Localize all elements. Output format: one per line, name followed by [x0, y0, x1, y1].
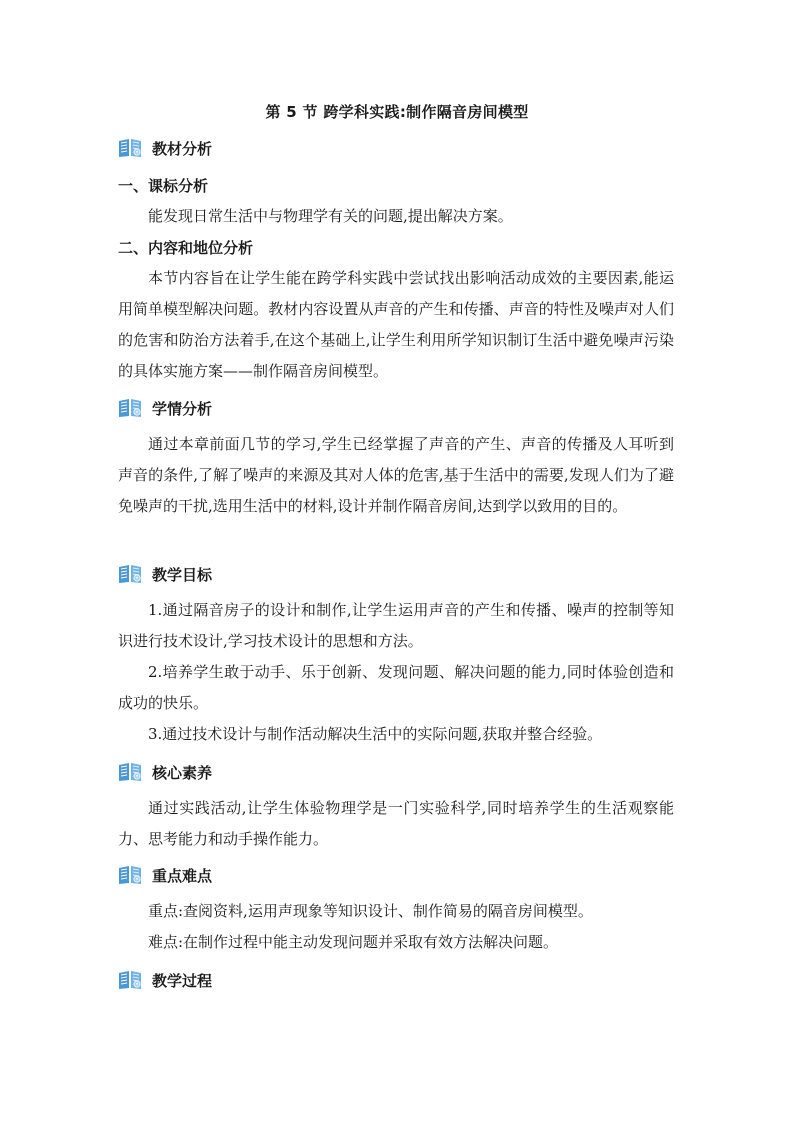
- paragraph-goal-1: 1.通过隔音房子的设计和制作,让学生运用声音的产生和传播、噪声的控制等知识进行技术设计,学习技术设计的思想和方法。: [118, 601, 674, 650]
- paragraph-content: 本节内容旨在让学生能在跨学科实践中尝试找出影响活动成效的主要因素,能运用简单模型解决问题。教材内容设置从声音的产生和传播、声音的特性及噪声对人们的危害和防治方法着手,在这个基础上,让学生利用所学知识制订生活中避免噪声污染的具体实施方案——制作隔音房间模型。: [118, 269, 674, 380]
- section-label: 教材分析: [152, 139, 213, 158]
- paragraph-goal-2: 2.培养学生敢于动手、乐于创新、发现问题、解决问题的能力,同时体验创造和成功的快乐。: [118, 663, 674, 712]
- section-label: 重点难点: [152, 866, 213, 885]
- paragraph-key-point: 重点:查阅资料,运用声现象等知识设计、制作简易的隔音房间模型。: [148, 902, 593, 920]
- subheading-content-analysis: 二、内容和地位分析: [118, 239, 254, 257]
- section-heading-student-analysis: [118, 397, 212, 419]
- paragraph-difficulty: 难点:在制作过程中能主动发现问题并采取有效方法解决问题。: [148, 933, 559, 951]
- book-icon: [118, 762, 142, 782]
- section-heading-teaching-goals: [118, 563, 212, 585]
- book-icon: [118, 564, 142, 584]
- section-heading-teaching-process: [118, 969, 212, 991]
- section-heading-key-difficult: [118, 864, 212, 886]
- book-icon: [118, 865, 142, 885]
- book-icon: [118, 970, 142, 990]
- section-heading-textbook-analysis: [118, 137, 212, 159]
- book-icon: [118, 398, 142, 418]
- section-label: 教学过程: [152, 971, 213, 990]
- subheading-curriculum-analysis: 一、课标分析: [118, 177, 209, 195]
- section-label: 教学目标: [152, 565, 213, 584]
- paragraph-literacy: 通过实践活动,让学生体验物理学是一门实验科学,同时培养学生的生活观察能力、思考能力和动手操作能力。: [118, 799, 674, 848]
- paragraph-goal-3: 3.通过技术设计与制作活动解决生活中的实际问题,获取并整合经验。: [148, 725, 603, 743]
- section-label: 学情分析: [152, 399, 213, 418]
- section-heading-core-literacy: [118, 761, 212, 783]
- book-icon: [118, 138, 142, 158]
- page-title: 第 5 节 跨学科实践:制作隔音房间模型: [265, 103, 529, 121]
- paragraph-curriculum: 能发现日常生活中与物理学有关的问题,提出解决方案。: [148, 207, 513, 225]
- paragraph-students: 通过本章前面几节的学习,学生已经掌握了声音的产生、声音的传播及人耳听到声音的条件,了解了噪声的来源及其对人体的危害,基于生活中的需要,发现人们为了避免噪声的干扰,选用生活中的材料,设计并制作隔音房间,达到学以致用的目的。: [118, 435, 674, 515]
- section-label: 核心素养: [152, 763, 213, 782]
